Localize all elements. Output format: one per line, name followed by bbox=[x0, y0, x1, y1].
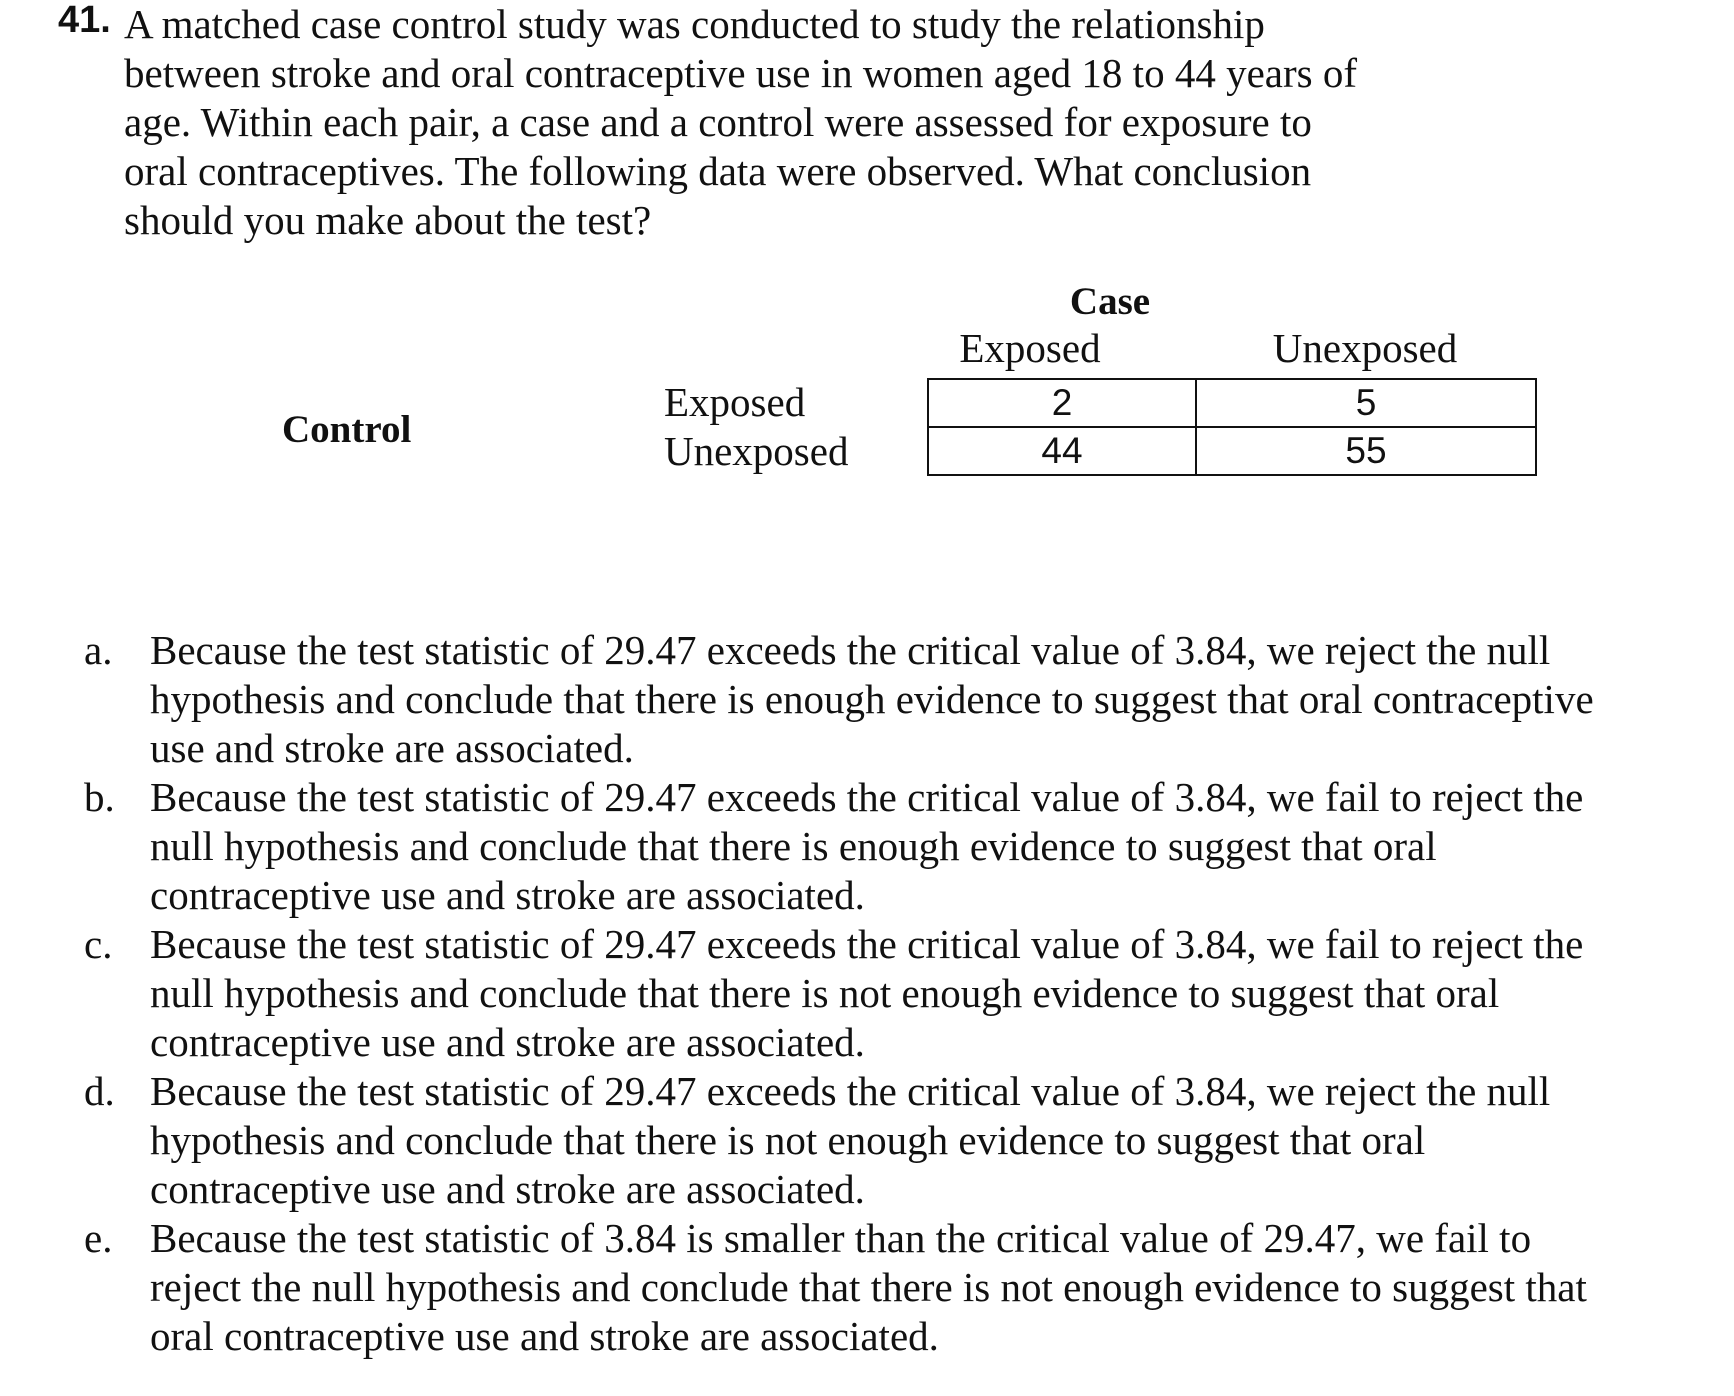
option-line: use and stroke are associated. bbox=[150, 725, 634, 771]
table-cell: 2 bbox=[928, 379, 1196, 427]
stem-line: A matched case control study was conducted to study the relationship bbox=[124, 1, 1265, 47]
option-line: Because the test statistic of 3.84 is smaller than the critical value of 29.47, we fail to bbox=[150, 1215, 1532, 1261]
table-row bbox=[928, 379, 1536, 427]
row-header-exposed: Exposed bbox=[664, 379, 806, 425]
table-cell: 5 bbox=[1196, 379, 1536, 427]
option-d[interactable] bbox=[84, 1067, 1704, 1214]
question-number: 41. bbox=[58, 0, 111, 41]
option-line: null hypothesis and conclude that there is enough evidence to suggest that oral bbox=[150, 823, 1437, 869]
option-line: oral contraceptive use and stroke are associated. bbox=[150, 1313, 939, 1359]
stem-line: oral contraceptives. The following data were observed. What conclusion bbox=[124, 148, 1312, 194]
contingency-table bbox=[927, 378, 1537, 476]
column-header-unexposed: Unexposed bbox=[1272, 325, 1458, 371]
option-line: contraceptive use and stroke are associated. bbox=[150, 872, 865, 918]
option-line: null hypothesis and conclude that there is not enough evidence to suggest that oral bbox=[150, 970, 1500, 1016]
option-letter: c. bbox=[84, 921, 113, 967]
option-line: contraceptive use and stroke are associated. bbox=[150, 1166, 865, 1212]
option-line: Because the test statistic of 29.47 exceeds the critical value of 3.84, we fail to reject the bbox=[150, 774, 1584, 820]
option-b[interactable] bbox=[84, 773, 1704, 920]
option-line: hypothesis and conclude that there is enough evidence to suggest that oral contraceptive bbox=[150, 676, 1594, 722]
table-cell: 55 bbox=[1196, 427, 1536, 475]
option-e[interactable] bbox=[84, 1214, 1704, 1361]
stem-line: age. Within each pair, a case and a control were assessed for exposure to bbox=[124, 99, 1312, 145]
row-header-unexposed: Unexposed bbox=[664, 428, 849, 474]
option-line: Because the test statistic of 29.47 exceeds the critical value of 3.84, we fail to reject the bbox=[150, 921, 1584, 967]
option-line: hypothesis and conclude that there is not enough evidence to suggest that oral bbox=[150, 1117, 1426, 1163]
table-cell: 44 bbox=[928, 427, 1196, 475]
table-row bbox=[928, 427, 1536, 475]
option-letter: d. bbox=[84, 1068, 115, 1114]
control-group-label: Control bbox=[282, 408, 412, 451]
option-c[interactable] bbox=[84, 920, 1704, 1067]
option-line: Because the test statistic of 29.47 exceeds the critical value of 3.84, we reject the null bbox=[150, 627, 1551, 673]
option-letter: b. bbox=[84, 774, 115, 820]
stem-line: should you make about the test? bbox=[124, 197, 652, 243]
case-group-label: Case bbox=[1069, 280, 1151, 323]
option-line: Because the test statistic of 29.47 exceeds the critical value of 3.84, we reject the null bbox=[150, 1068, 1551, 1114]
option-a[interactable] bbox=[84, 626, 1704, 773]
stem-line: between stroke and oral contraceptive use in women aged 18 to 44 years of bbox=[124, 50, 1357, 96]
answer-options bbox=[84, 626, 1704, 1361]
column-header-exposed: Exposed bbox=[959, 325, 1101, 371]
option-letter: e. bbox=[84, 1215, 113, 1261]
question-stem bbox=[124, 0, 1494, 245]
option-line: contraceptive use and stroke are associated. bbox=[150, 1019, 865, 1065]
option-letter: a. bbox=[84, 627, 113, 673]
option-line: reject the null hypothesis and conclude that there is not enough evidence to suggest that bbox=[150, 1264, 1587, 1310]
